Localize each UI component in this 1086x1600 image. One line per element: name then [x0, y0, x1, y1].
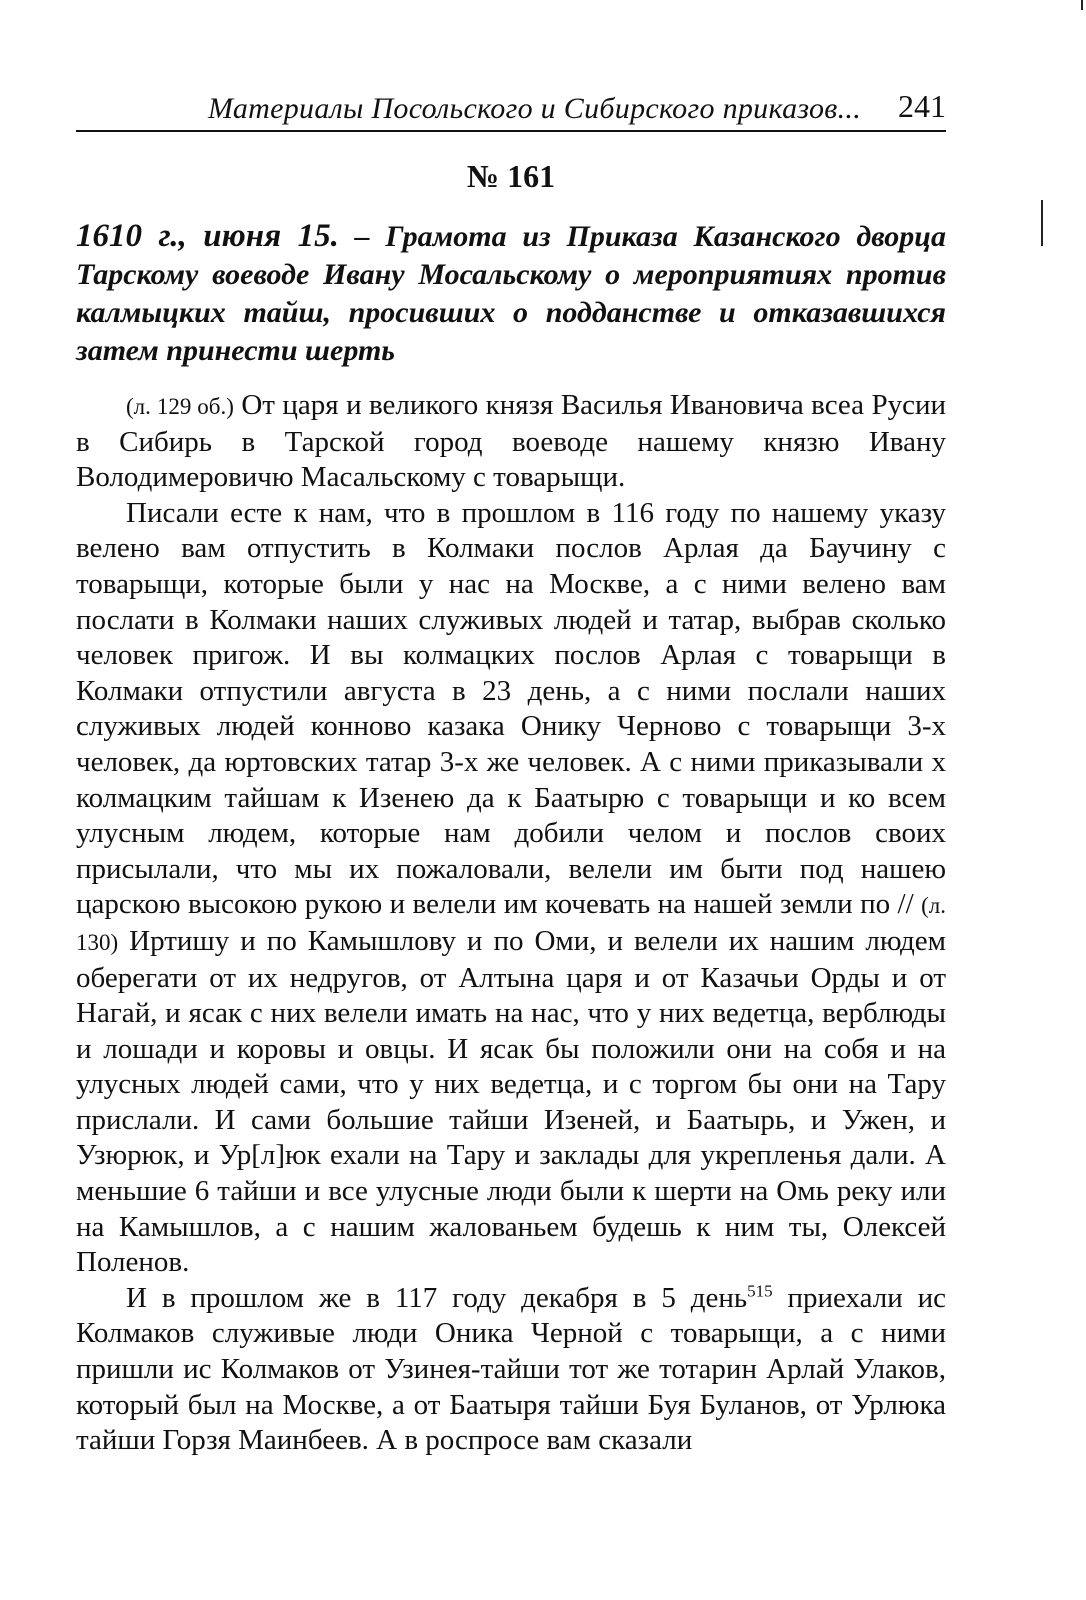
folio-reference: (л. 130) [76, 893, 946, 955]
paragraph-3-text-b: приехали ис Колмаков служивые люди Оника Черной с товарыщи, а с ними пришли ис Колмаков от Узинея-тайши тот же тотарин Арлай Улаков, который был на Москве, а от Баатыря тайши Буя Буланов, от Урлюка тайши Горзя Маинбеев. А в роспросе вам сказали [76, 1281, 946, 1457]
paragraph-3 [76, 1281, 946, 1459]
paragraph-3-text-a: И в прошлом же в 117 году декабря в 5 день [126, 1281, 748, 1314]
document-heading [76, 217, 946, 370]
running-title: Материалы Посольского и Сибирского приказов... [208, 92, 861, 125]
running-head [76, 84, 946, 132]
paragraph-1 [76, 388, 946, 496]
document-number: № 161 [466, 158, 556, 194]
document-body [76, 388, 946, 1459]
folio-reference: (л. 129 об.) [126, 394, 234, 419]
page-number: 241 [898, 88, 946, 124]
paragraph-2-text-b: Иртишу и по Камышлову и по Оми, и велели их нашим людем оберегати от их недругов, от Алтына царя и от Казачьи Орды и от Нагай, и ясак с них велели имать на нас, что у них ведетца, верблюды и лошади и коровы и овцы. И ясак бы положили они на собя и на улусных людей сами, что у них ведетца, и с торгом бы они на Тару прислали. И сами большие тайши Изеней, и Баатырь, и Ужен, и Узюрюк, и Ур[л]юк ехали на Тару и заклады для укрепленья дали. А меньшие 6 тайши и все улусные люди были к шерти на Омь реку или на Камышлов, а с нашим жалованьем будешь к ним ты, Олексей Поленов. [76, 924, 946, 1279]
book-page [76, 84, 946, 1459]
paragraph-2 [76, 496, 946, 1281]
scan-edge-mark [1081, 0, 1083, 10]
paragraph-2-text-a: Писали есте к нам, что в прошлом в 116 году по нашему указу велено вам отпустить в Колмаки послов Арлая да Баучину с товарыщи, которые были у нас на Москве, а с ними велено вам послати в Колмаки наших служивых людей и татар, выбрав сколько человек пригож. И вы колмацких послов Арлая с товарыщи в Колмаки отпустили августа в 23 день, а с ними послали наших служивых людей конново казака Онику Черново с товарыщи 3-х человек, да юртовских татар 3-х же человек. А с ними приказывали х колмацким тайшам к Изенею да к Баатырю с товарыщи и ко всем улусным людем, которые нам добили челом и послов своих присылали, что мы их пожаловали, велели им быти под нашею царскою высокою рукою и велели им кочевать на нашей земли по // [76, 496, 946, 921]
scan-margin-mark [1041, 200, 1043, 246]
paragraph-1-text: От царя и великого князя Василья Ивановича всеа Русии в Сибирь в Тарской город воеводе нашему князю Ивану Володимеровичю Масальскому с товарыщи. [76, 389, 947, 494]
heading-text: – Грамота из Приказа Казанского дворца Тарскому воеводе Ивану Мосальскому о мероприятиях против калмыцких тайш, просивших о подданстве и отказавшихся затем принести шерть [76, 220, 946, 367]
heading-date: 1610 г., июня 15. [76, 218, 339, 254]
footnote-marker: 515 [747, 1281, 773, 1301]
